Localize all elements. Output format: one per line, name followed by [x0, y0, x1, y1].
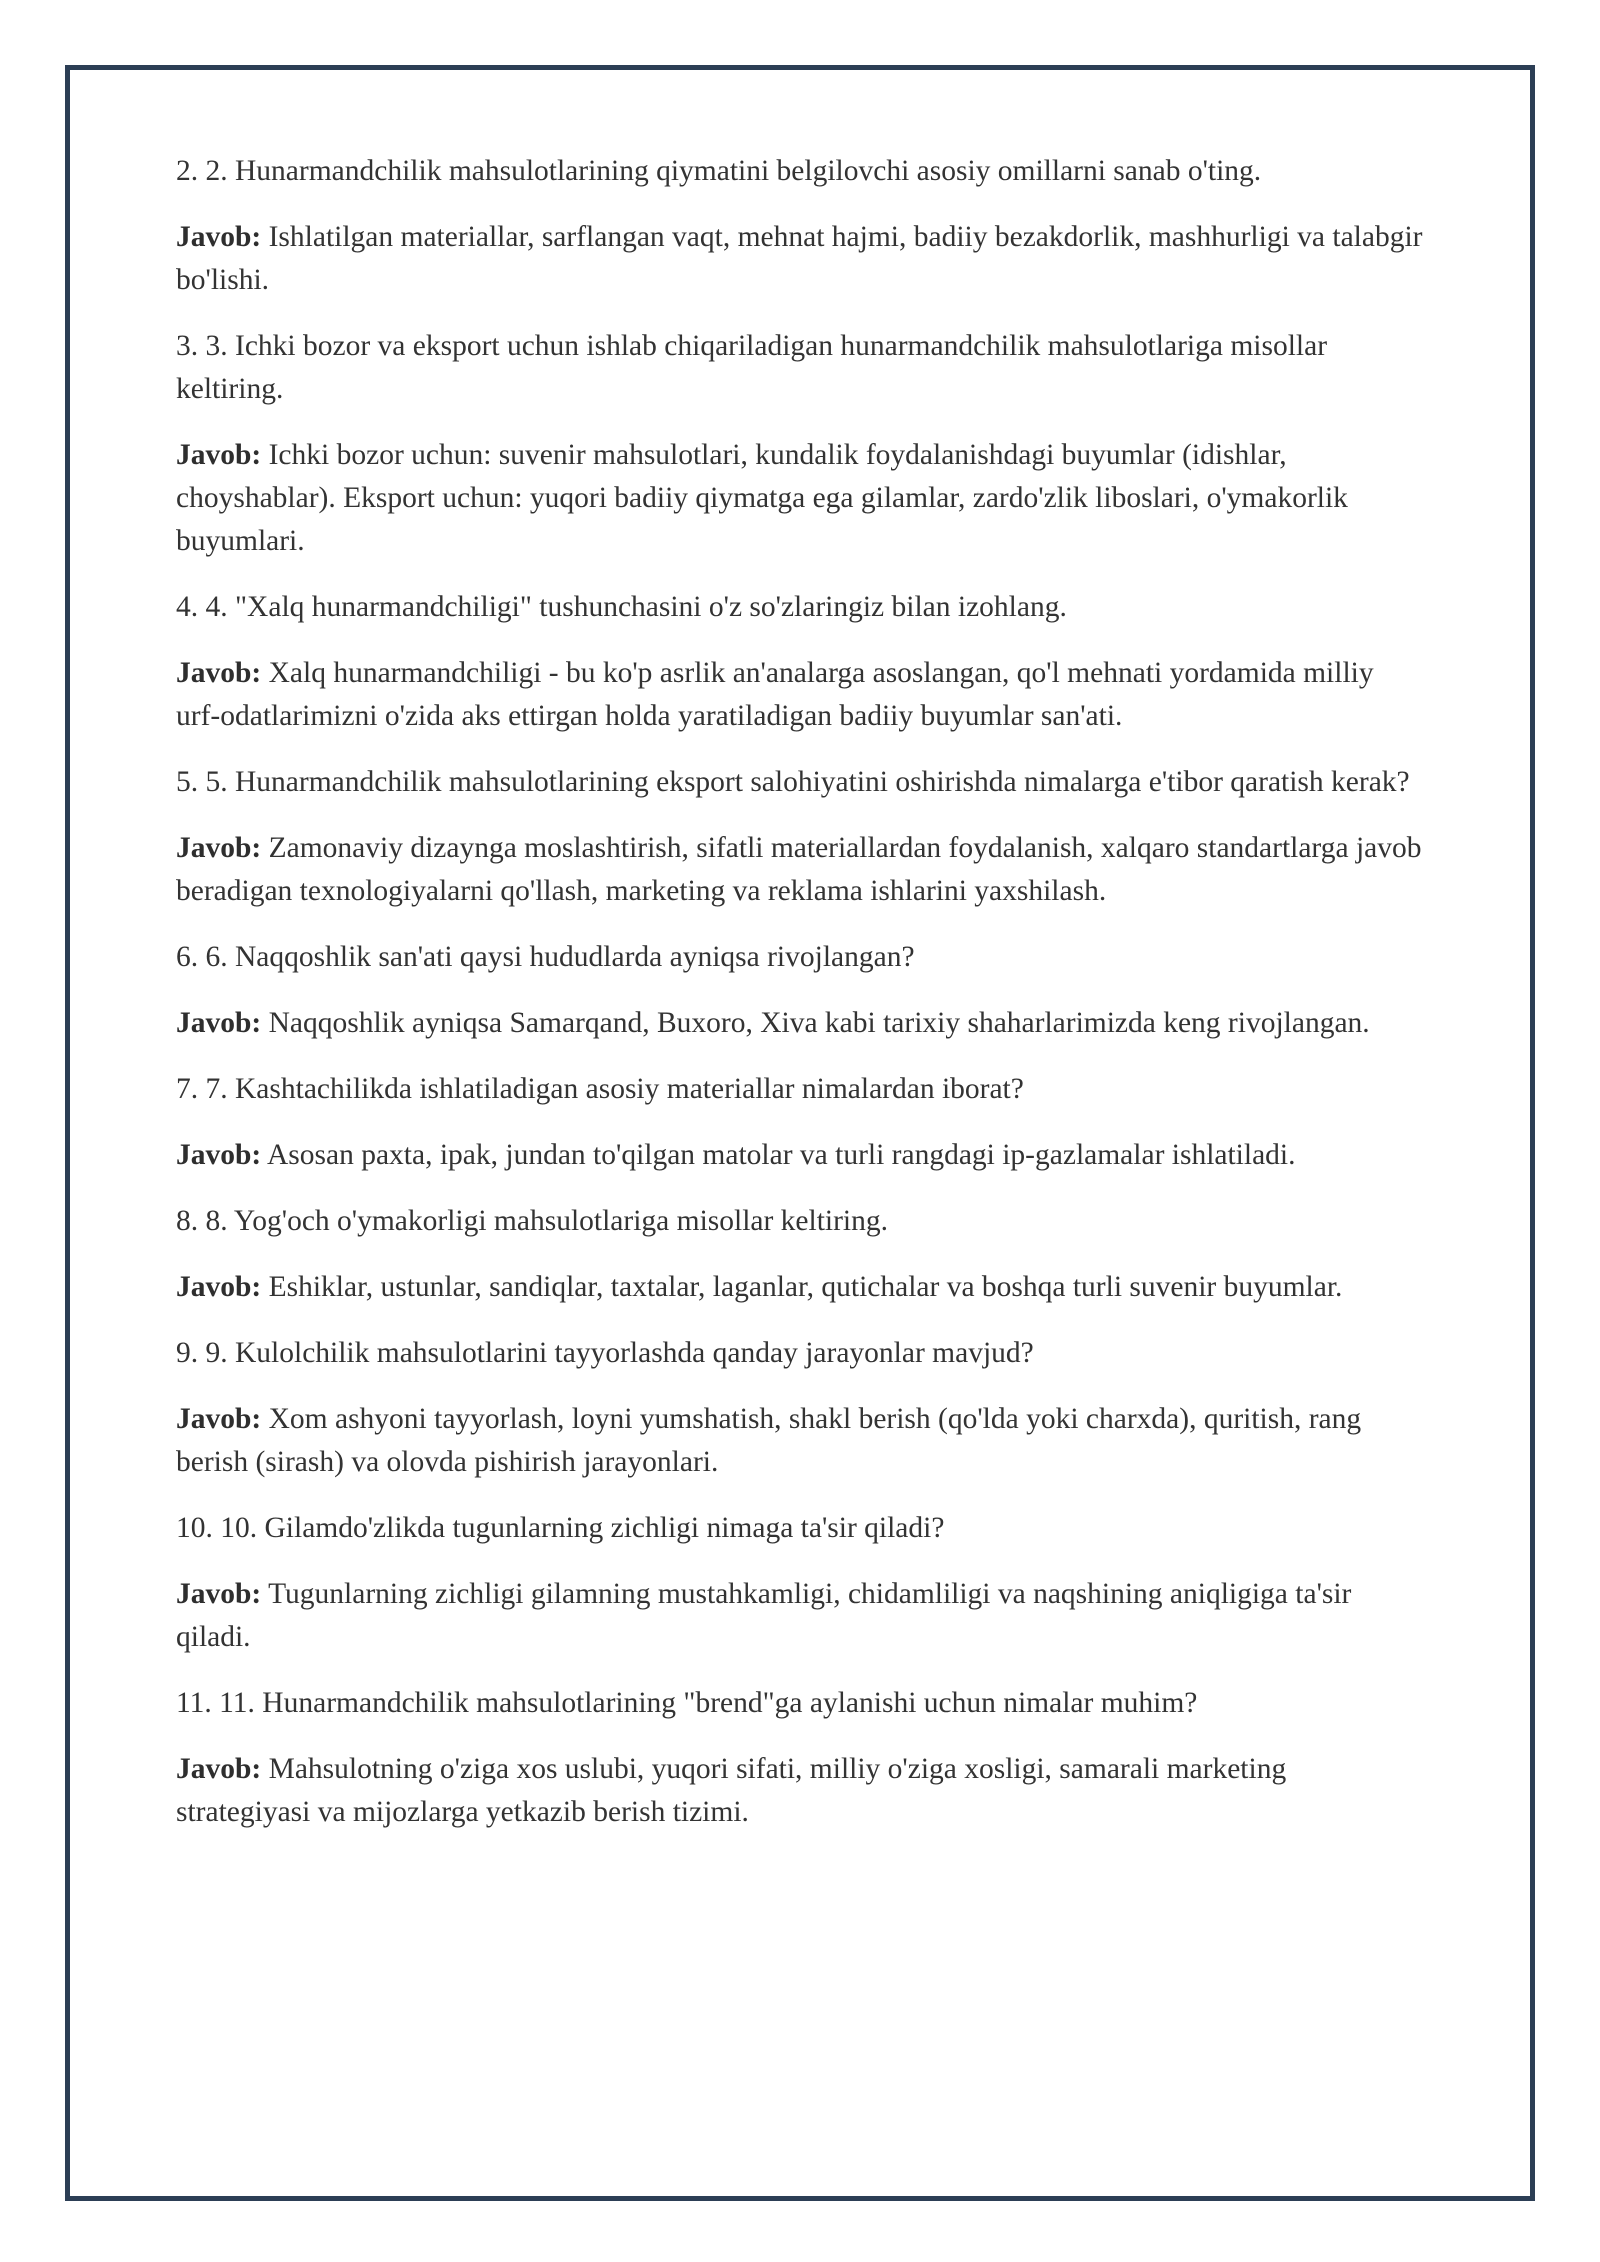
- answer-label: Javob:: [176, 1578, 262, 1610]
- qa-item: [176, 586, 1424, 738]
- answer-text: Mahsulotning o'ziga xos uslubi, yuqori sifati, milliy o'ziga xosligi, samarali marketing strategiyasi va mijozlarga yetkazib berish tizimi.: [176, 1753, 1287, 1828]
- answer-label: Javob:: [176, 832, 262, 864]
- answer-paragraph: [176, 1748, 1424, 1834]
- qa-item: [176, 1200, 1424, 1309]
- qa-item: [176, 1068, 1424, 1177]
- qa-item: [176, 1507, 1424, 1659]
- answer-label: Javob:: [176, 1139, 262, 1171]
- answer-label: Javob:: [176, 1271, 262, 1303]
- question-text: 2. 2. Hunarmandchilik mahsulotlarining qiymatini belgilovchi asosiy omillarni sanab o'ting.: [176, 155, 1262, 187]
- answer-label: Javob:: [176, 439, 262, 471]
- answer-text: Naqqoshlik ayniqsa Samarqand, Buxoro, Xiva kabi tarixiy shaharlarimizda keng rivojlangan.: [268, 1007, 1370, 1039]
- answer-label: Javob:: [176, 1753, 262, 1785]
- qa-item: [176, 150, 1424, 302]
- qa-item: [176, 1682, 1424, 1834]
- answer-paragraph: [176, 652, 1424, 738]
- question-text: 6. 6. Naqqoshlik san'ati qaysi hududlarda ayniqsa rivojlangan?: [176, 941, 915, 973]
- answer-paragraph: [176, 434, 1424, 563]
- question-text: 11. 11. Hunarmandchilik mahsulotlarining "brend"ga aylanishi uchun nimalar muhim?: [176, 1687, 1198, 1719]
- question-text: 10. 10. Gilamdo'zlikda tugunlarning zichligi nimaga ta'sir qiladi?: [176, 1512, 945, 1544]
- answer-paragraph: [176, 1398, 1424, 1484]
- answer-paragraph: [176, 216, 1424, 302]
- answer-paragraph: [176, 1134, 1424, 1177]
- answer-label: Javob:: [176, 1007, 262, 1039]
- qa-item: [176, 761, 1424, 913]
- answer-text: Asosan paxta, ipak, jundan to'qilgan matolar va turli rangdagi ip-gazlamalar ishlatiladi.: [266, 1139, 1296, 1171]
- answer-paragraph: [176, 1573, 1424, 1659]
- question-text: 3. 3. Ichki bozor va eksport uchun ishlab chiqariladigan hunarmandchilik mahsulotlariga misollar keltiring.: [176, 330, 1328, 405]
- qa-item: [176, 325, 1424, 563]
- answer-paragraph: [176, 827, 1424, 913]
- answer-text: Xalq hunarmandchiligi - bu ko'p asrlik an'analarga asoslangan, qo'l mehnati yordamida milliy urf-odatlarimizni o'zida aks ettirgan holda yaratiladigan badiiy buyumlar san'ati.: [176, 657, 1374, 732]
- answer-text: Ishlatilgan materiallar, sarflangan vaqt, mehnat hajmi, badiiy bezakdorlik, mashhurligi va talabgir bo'lishi.: [176, 221, 1423, 296]
- answer-text: Eshiklar, ustunlar, sandiqlar, taxtalar, laganlar, qutichalar va boshqa turli suvenir buyumlar.: [268, 1271, 1343, 1303]
- question-text: 5. 5. Hunarmandchilik mahsulotlarining eksport salohiyatini oshirishda nimalarga e'tibor qaratish kerak?: [176, 766, 1410, 798]
- answer-text: Xom ashyoni tayyorlash, loyni yumshatish, shakl berish (qo'lda yoki charxda), quritish, rang berish (sirash) va olovda pishirish jarayonlari.: [176, 1403, 1362, 1478]
- question-text: 4. 4. "Xalq hunarmandchiligi" tushunchasini o'z so'zlaringiz bilan izohlang.: [176, 591, 1067, 623]
- qa-item: [176, 1332, 1424, 1484]
- answer-paragraph: [176, 1002, 1424, 1045]
- answer-text: Zamonaviy dizaynga moslashtirish, sifatli materiallardan foydalanish, xalqaro standartlarga javob beradigan texnologiyalarni qo'llash, marketing va reklama ishlarini yaxshilash.: [176, 832, 1422, 907]
- answer-label: Javob:: [176, 657, 262, 689]
- answer-text: Tugunlarning zichligi gilamning mustahkamligi, chidamliligi va naqshining aniqligiga ta'sir qiladi.: [176, 1578, 1352, 1653]
- question-text: 9. 9. Kulolchilik mahsulotlarini tayyorlashda qanday jarayonlar mavjud?: [176, 1337, 1034, 1369]
- qa-item: [176, 936, 1424, 1045]
- question-text: 7. 7. Kashtachilikda ishlatiladigan asosiy materiallar nimalardan iborat?: [176, 1073, 1024, 1105]
- question-text: 8. 8. Yog'och o'ymakorligi mahsulotlariga misollar keltiring.: [176, 1205, 889, 1237]
- answer-label: Javob:: [176, 1403, 262, 1435]
- answer-text: Ichki bozor uchun: suvenir mahsulotlari, kundalik foydalanishdagi buyumlar (idishlar, choyshablar). Eksport uchun: yuqori badiiy qiymatga ega gilamlar, zardo'zlik liboslari, o'ymakorlik buyumlari.: [176, 439, 1348, 557]
- answer-label: Javob:: [176, 221, 262, 253]
- document-body: [176, 150, 1424, 1857]
- answer-paragraph: [176, 1266, 1424, 1309]
